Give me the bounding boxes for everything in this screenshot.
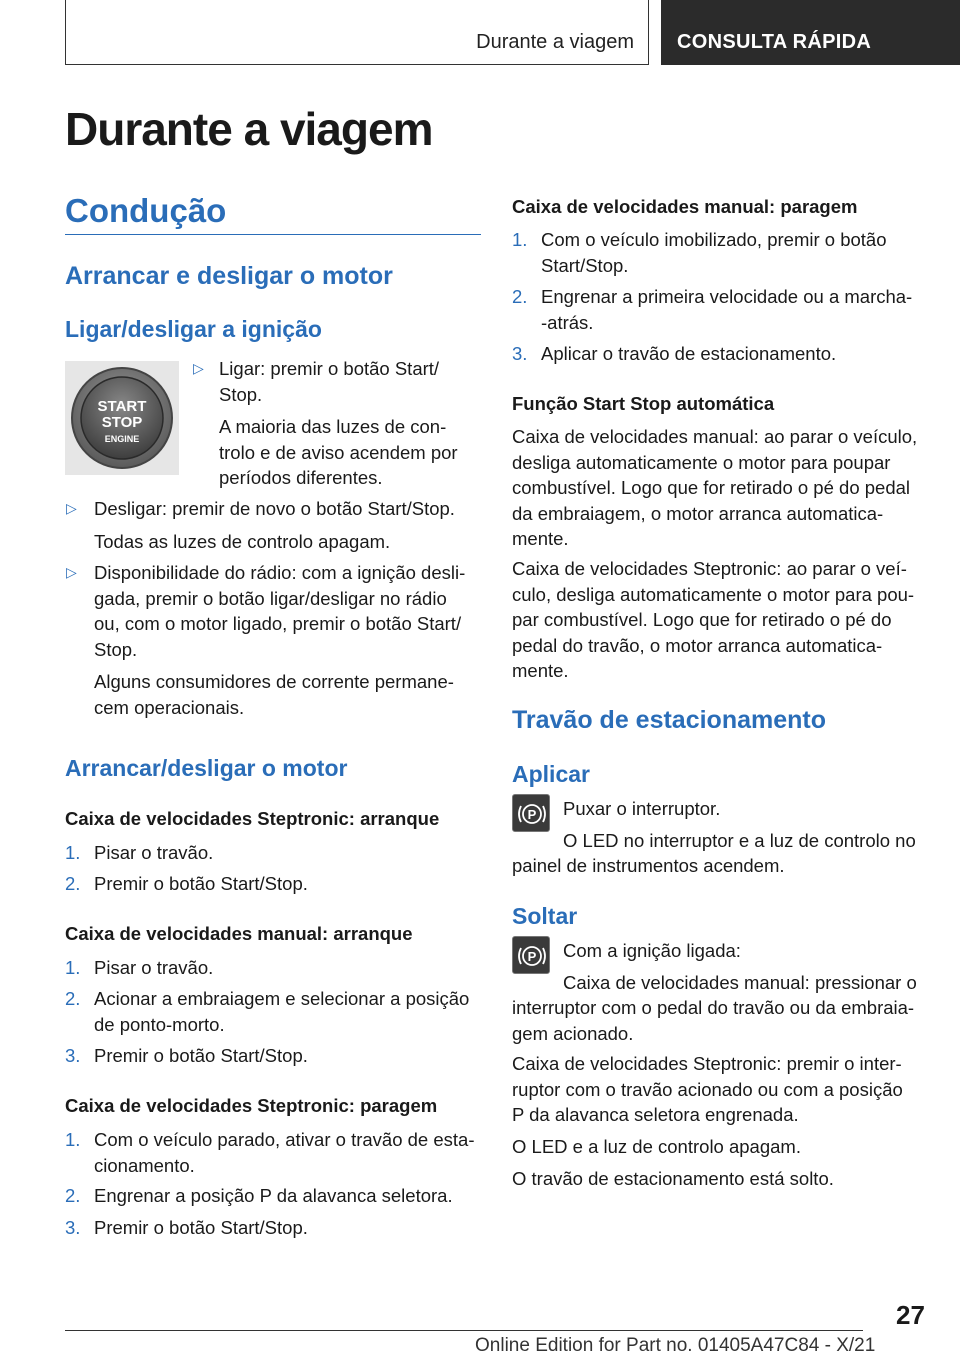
aplicar-step: Puxar o interruptor.: [563, 798, 721, 819]
step-number: 3.: [65, 1217, 81, 1238]
header-tab[interactable]: [661, 0, 960, 65]
header-section-label: Durante a viagem: [476, 31, 634, 53]
step-number: 2.: [65, 988, 81, 1009]
heading-funcao-start-stop: Função Start Stop automática: [512, 393, 775, 414]
step-text: Premir o botão Start/Stop.: [94, 873, 308, 894]
svg-text:P: P: [527, 807, 537, 822]
heading-soltar: Soltar: [512, 903, 578, 929]
step-text: Aplicar o travão de estacionamento.: [541, 343, 837, 364]
footer-edition: Online Edition for Part no. 01405A47C84 - X/21: [475, 1335, 876, 1356]
bullet-marker: ▷: [193, 360, 204, 376]
page-number: 27: [896, 1300, 925, 1330]
step-text: Premir o botão Start/Stop.: [94, 1217, 308, 1238]
bullet-ligar: Ligar: premir o botão Start/ Stop.: [219, 358, 440, 405]
step-text: Com o veículo imobilizado, premir o botão Start/Stop.: [541, 229, 887, 276]
step-number: 3.: [65, 1045, 81, 1066]
page-title: Durante a viagem: [65, 103, 433, 155]
soltar-condition: Com a ignição ligada:: [563, 940, 741, 961]
step-text: Premir o botão Start/Stop.: [94, 1045, 308, 1066]
bullet-radio-note: Alguns consumidores de corrente permane- cem operacionais.: [94, 671, 454, 718]
heading-steptronic-paragem: Caixa de velocidades Steptronic: paragem: [65, 1095, 438, 1116]
heading-manual-paragem: Caixa de velocidades manual: paragem: [512, 196, 858, 217]
heading-aplicar: Aplicar: [512, 761, 590, 787]
stop-label: STOP: [101, 414, 143, 431]
step-number: 2.: [65, 1185, 81, 1206]
header-section-box: [65, 0, 649, 65]
heading-conducao: Condução: [65, 192, 227, 229]
step-number: 2.: [65, 873, 81, 894]
step-text: Engrenar a posição P da alavanca seletora.: [94, 1185, 453, 1206]
soltar-manual-rest: interruptor com o pedal do travão ou da embraia- gem acionado.: [512, 997, 915, 1044]
header-tab-label: CONSULTA RÁPIDA: [677, 31, 872, 53]
start-stop-icon: [65, 361, 179, 475]
bullet-marker: ▷: [66, 500, 77, 516]
parking-brake-switch-icon: [512, 936, 550, 974]
section-rule: [65, 234, 481, 235]
step-text: Pisar o travão.: [94, 842, 214, 863]
heading-steptronic-arranque: Caixa de velocidades Steptronic: arranque: [65, 808, 440, 829]
paragraph-steptronic-auto-ss: Caixa de velocidades Steptronic: ao parar o veí- culo, desliga automaticamente o motor para pou- par combustível. Logo que for retirado o pé do pedal do travão, o motor arranca automatica- mente.: [512, 558, 915, 681]
paragraph-manual-auto-ss: Caixa de velocidades manual: ao parar o veículo, desliga automaticamente o motor para poupar combustível. Logo que for retirado o pé do pedal da embraiagem, o motor arranca automatica- mente.: [512, 426, 918, 549]
step-text: Com o veículo parado, ativar o travão de esta- cionamento.: [94, 1129, 475, 1176]
step-number: 2.: [512, 286, 528, 307]
step-number: 1.: [65, 842, 81, 863]
parking-brake-switch-icon: [512, 794, 550, 832]
heading-manual-arranque: Caixa de velocidades manual: arranque: [65, 923, 413, 944]
soltar-released: O travão de estacionamento está solto.: [512, 1168, 834, 1189]
svg-text:P: P: [527, 949, 537, 964]
bullet-desligar: Desligar: premir de novo o botão Start/Stop.: [94, 498, 455, 519]
step-text: Engrenar a primeira velocidade ou a marcha- -atrás.: [541, 286, 913, 333]
step-text: Pisar o travão.: [94, 957, 214, 978]
bullet-ligar-note: A maioria das luzes de con- trolo e de aviso acendem por períodos diferentes.: [219, 416, 458, 488]
step-number: 1.: [512, 229, 528, 250]
step-text: Acionar a embraiagem e selecionar a posição de ponto-morto.: [94, 988, 470, 1035]
soltar-led-off: O LED e a luz de controlo apagam.: [512, 1136, 801, 1157]
bullet-disponibilidade-radio: Disponibilidade do rádio: com a ignição desli- gada, premir o botão ligar/desligar no rádio ou, com o motor ligado, premir o botão Start/ Stop.: [94, 562, 466, 660]
step-number: 1.: [65, 957, 81, 978]
heading-arrancar-desligar: Arrancar/desligar o motor: [65, 755, 348, 781]
engine-label: ENGINE: [104, 434, 140, 444]
start-label: START: [97, 398, 147, 415]
aplicar-result-line1: O LED no interruptor e a luz de controlo no: [563, 830, 916, 851]
bullet-desligar-note: Todas as luzes de controlo apagam.: [94, 531, 391, 552]
start-stop-button-image: [65, 361, 179, 475]
heading-arrancar-desligar-motor: Arrancar e desligar o motor: [65, 262, 393, 290]
heading-travao-estacionamento: Travão de estacionamento: [512, 706, 827, 734]
soltar-manual-line1: Caixa de velocidades manual: pressionar o: [563, 972, 917, 993]
step-number: 1.: [65, 1129, 81, 1150]
bullet-marker: ▷: [66, 564, 77, 580]
soltar-steptronic: Caixa de velocidades Steptronic: premir o inter- ruptor com o travão acionado ou com a posição P da alavanca seletora engrenada.: [512, 1053, 903, 1125]
step-number: 3.: [512, 343, 528, 364]
footer-rule: [65, 1330, 863, 1331]
aplicar-result-line2: painel de instrumentos acendem.: [512, 855, 785, 876]
heading-ligar-desligar-ignicao: Ligar/desligar a ignição: [65, 316, 322, 342]
